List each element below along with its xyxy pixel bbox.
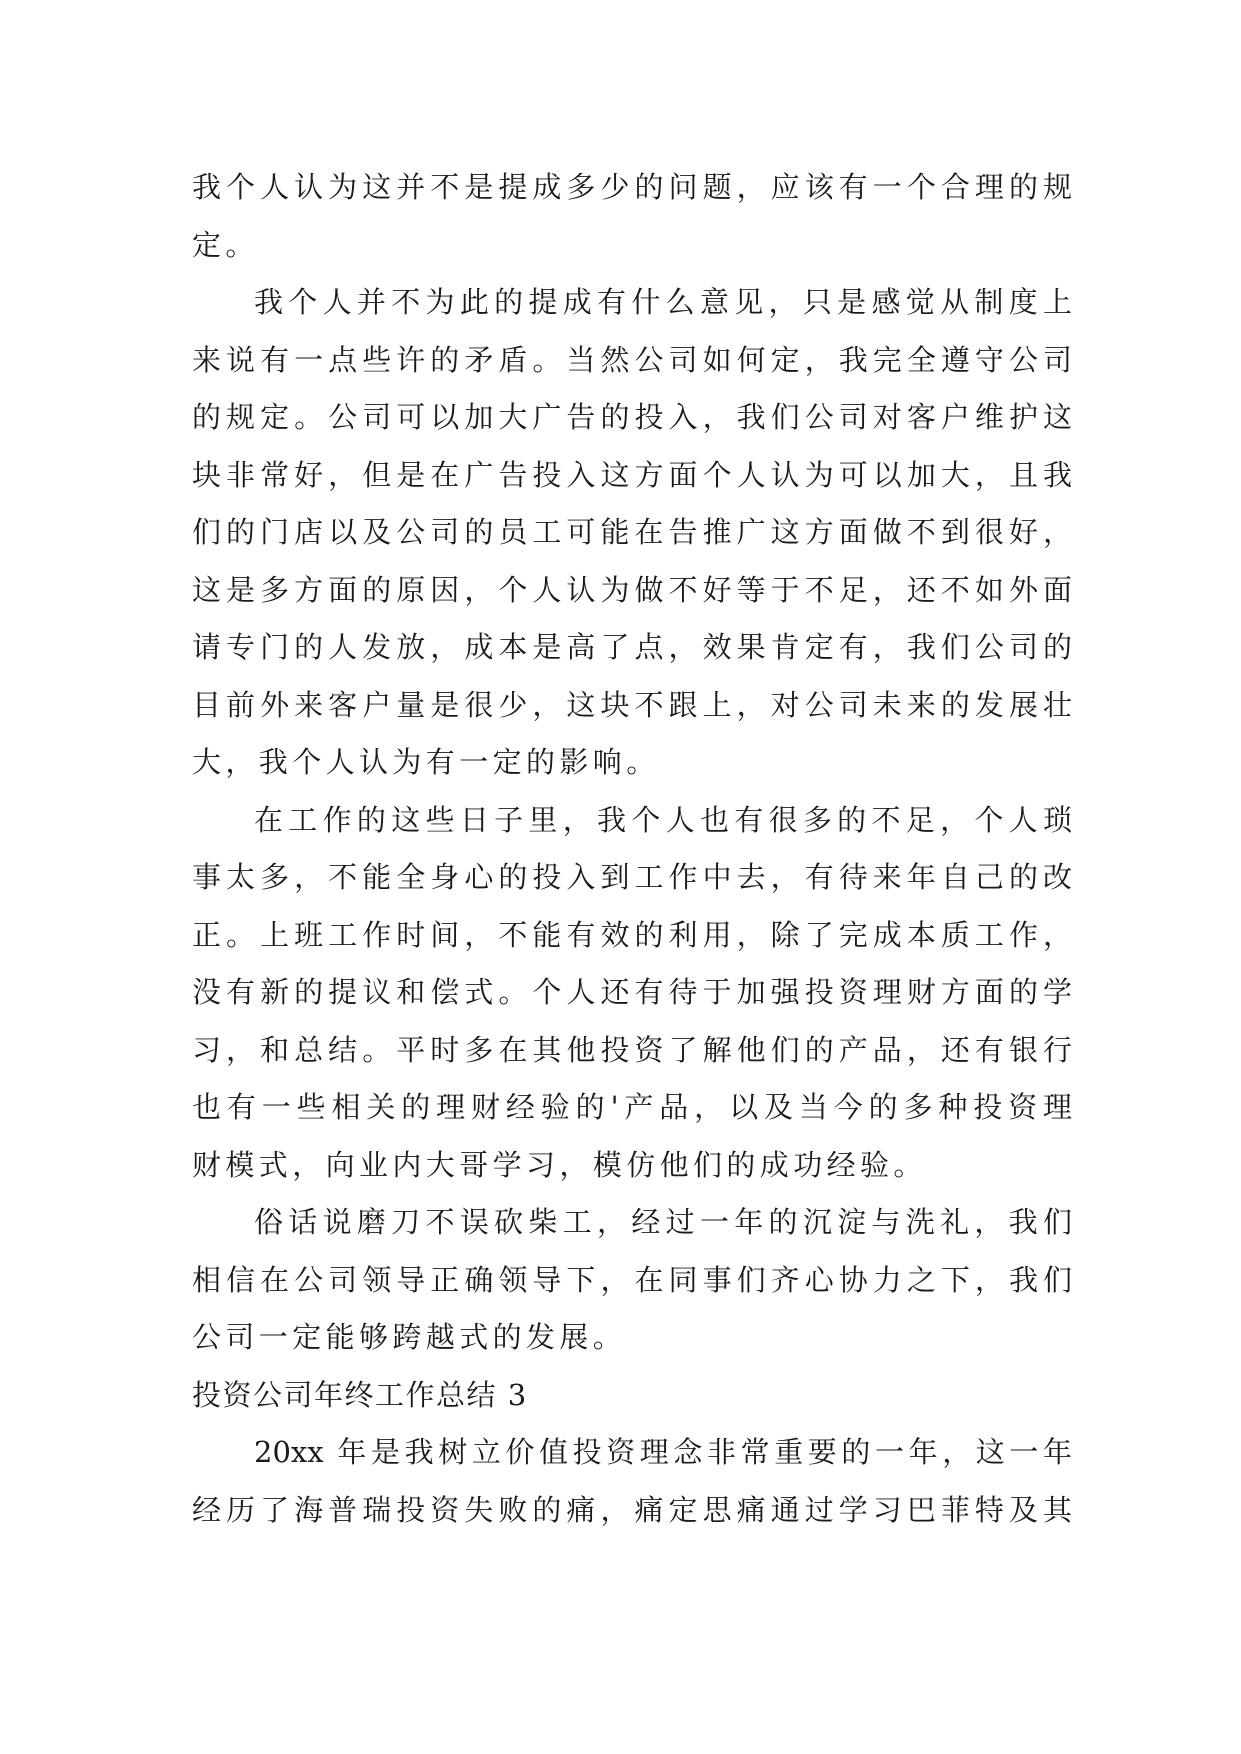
paragraph-line: 没有新的提议和偿式。个人还有待于加强投资理财方面的学 — [192, 975, 1072, 1009]
paragraph-line: 相信在公司领导正确领导下，在同事们齐心协力之下，我们 — [192, 1263, 1072, 1297]
paragraph-line: 定。 — [192, 228, 259, 262]
paragraph-line: 正。上班工作时间，不能有效的利用，除了完成本质工作， — [192, 918, 1072, 952]
paragraph-line: 们的门店以及公司的员工可能在告推广这方面做不到很好， — [192, 515, 1072, 549]
paragraph-line: 的规定。公司可以加大广告的投入，我们公司对客户维护这 — [192, 400, 1072, 434]
paragraph-line: 财模式，向业内大哥学习，模仿他们的成功经验。 — [192, 1148, 927, 1182]
paragraph-line: 我个人认为这并不是提成多少的问题，应该有一个合理的规 — [192, 170, 1072, 204]
paragraph-line: 这是多方面的原因，个人认为做不好等于不足，还不如外面 — [192, 573, 1072, 607]
paragraph-line: 事太多，不能全身心的投入到工作中去，有待来年自己的改 — [192, 860, 1072, 894]
paragraph-line: 请专门的人发放，成本是高了点，效果肯定有，我们公司的 — [192, 630, 1072, 664]
paragraph-line: 我个人并不为此的提成有什么意见，只是感觉从制度上 — [254, 285, 1072, 319]
paragraph-line: 也有一些相关的理财经验的'产品，以及当今的多种投资理 — [192, 1090, 1072, 1124]
paragraph-line: 20xx 年是我树立价值投资理念非常重要的一年，这一年 — [254, 1435, 1072, 1469]
paragraph-line: 目前外来客户量是很少，这块不跟上，对公司未来的发展壮 — [192, 688, 1072, 722]
paragraph-line: 经历了海普瑞投资失败的痛，痛定思痛通过学习巴菲特及其 — [192, 1493, 1072, 1527]
paragraph-line: 习，和总结。平时多在其他投资了解他们的产品，还有银行 — [192, 1033, 1072, 1067]
paragraph-line: 俗话说磨刀不误砍柴工，经过一年的沉淀与洗礼，我们 — [254, 1205, 1072, 1239]
paragraph-line: 块非常好，但是在广告投入这方面个人认为可以加大，且我 — [192, 458, 1072, 492]
paragraph-line: 大，我个人认为有一定的影响。 — [192, 745, 660, 779]
section-heading: 投资公司年终工作总结 3 — [192, 1378, 528, 1412]
paragraph-line: 来说有一点些许的矛盾。当然公司如何定，我完全遵守公司 — [192, 343, 1072, 377]
paragraph-line: 公司一定能够跨越式的发展。 — [192, 1320, 627, 1354]
paragraph-line: 在工作的这些日子里，我个人也有很多的不足，个人琐 — [254, 803, 1072, 837]
